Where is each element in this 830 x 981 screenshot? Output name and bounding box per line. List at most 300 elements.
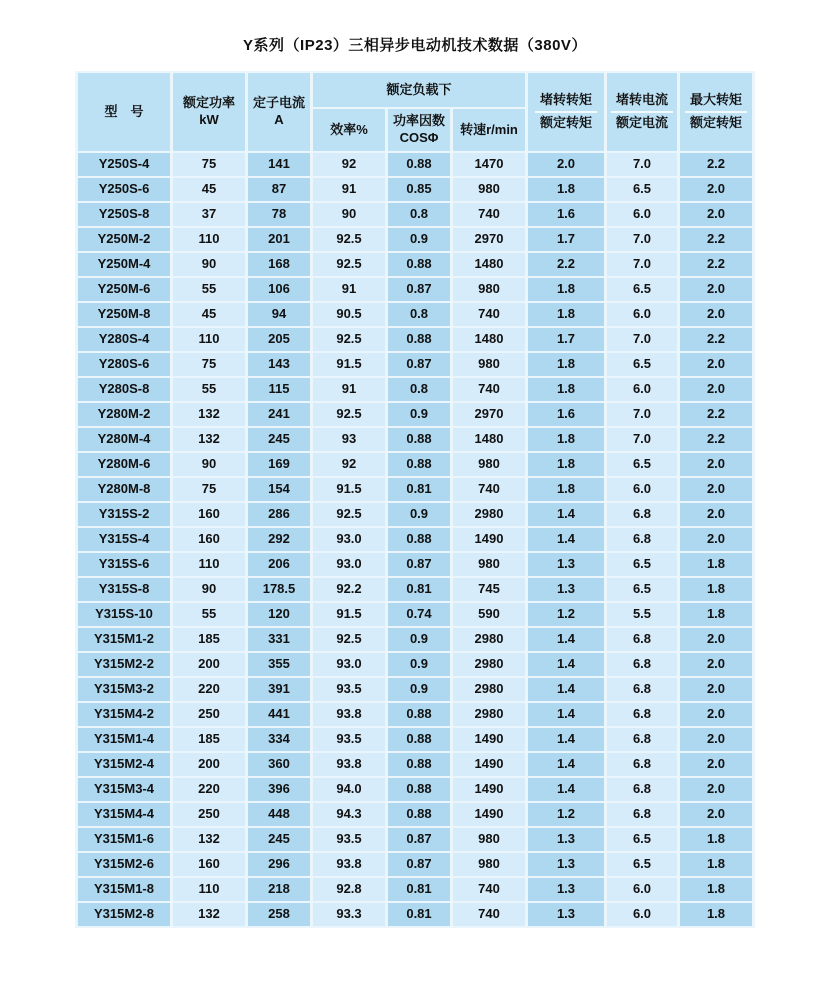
table-row [78, 178, 752, 201]
locked-torque-ratio-cell: 1.8 [528, 303, 604, 326]
table-row [78, 578, 752, 601]
efficiency-cell: 92 [313, 453, 385, 476]
max-torque-ratio-cell: 2.0 [680, 753, 752, 776]
speed-cell: 2970 [453, 228, 525, 251]
model-cell: Y315M1-2 [78, 628, 170, 651]
efficiency-cell: 90.5 [313, 303, 385, 326]
model-cell: Y280S-8 [78, 378, 170, 401]
rated-power-cell: 75 [173, 153, 245, 176]
model-cell: Y315M1-6 [78, 828, 170, 851]
stator-current-cell: 331 [248, 628, 310, 651]
col-header-power-factor [388, 109, 450, 151]
rated-power-cell: 200 [173, 653, 245, 676]
model-cell: Y280M-6 [78, 453, 170, 476]
rated-power-cell: 90 [173, 253, 245, 276]
table-row [78, 703, 752, 726]
table-row [78, 853, 752, 876]
locked-torque-ratio-cell: 1.2 [528, 803, 604, 826]
locked-torque-ratio-cell: 1.3 [528, 878, 604, 901]
speed-cell: 1490 [453, 528, 525, 551]
locked-torque-ratio-cell: 1.4 [528, 778, 604, 801]
model-cell: Y315S-4 [78, 528, 170, 551]
efficiency-cell: 92.5 [313, 403, 385, 426]
power-factor-cell: 0.88 [388, 528, 450, 551]
model-cell: Y315S-6 [78, 553, 170, 576]
fraction-bar [611, 111, 673, 113]
power-factor-cell: 0.85 [388, 178, 450, 201]
speed-cell: 1470 [453, 153, 525, 176]
speed-cell: 2980 [453, 503, 525, 526]
speed-cell: 740 [453, 878, 525, 901]
locked-torque-ratio-cell: 1.4 [528, 703, 604, 726]
locked-current-ratio-cell: 6.0 [607, 303, 677, 326]
locked-current-ratio-cell: 6.5 [607, 553, 677, 576]
power-factor-cell: 0.88 [388, 153, 450, 176]
locked-current-ratio-cell: 7.0 [607, 328, 677, 351]
max-torque-ratio-cell: 2.0 [680, 178, 752, 201]
model-cell: Y315S-8 [78, 578, 170, 601]
model-cell: Y315M4-4 [78, 803, 170, 826]
table-row [78, 453, 752, 476]
locked-current-numerator: 堵转电流 [615, 92, 668, 108]
max-torque-ratio-cell: 1.8 [680, 828, 752, 851]
max-torque-denominator: 额定转矩 [689, 115, 742, 130]
max-torque-ratio-cell: 2.0 [680, 203, 752, 226]
rated-power-cell: 45 [173, 303, 245, 326]
max-torque-ratio-cell: 2.0 [680, 803, 752, 826]
stator-current-cell: 141 [248, 153, 310, 176]
model-cell: Y315M2-8 [78, 903, 170, 926]
locked-torque-ratio-cell: 1.4 [528, 503, 604, 526]
table-row [78, 203, 752, 226]
locked-current-ratio-cell: 6.8 [607, 778, 677, 801]
power-factor-cell: 0.9 [388, 403, 450, 426]
efficiency-cell: 93.8 [313, 853, 385, 876]
locked-torque-denominator: 额定转矩 [539, 115, 592, 130]
model-cell: Y315S-10 [78, 603, 170, 626]
table-row [78, 628, 752, 651]
max-torque-ratio-cell: 2.0 [680, 653, 752, 676]
rated-power-cell: 250 [173, 803, 245, 826]
max-torque-ratio-cell: 1.8 [680, 553, 752, 576]
locked-torque-ratio-cell: 1.4 [528, 728, 604, 751]
locked-current-ratio-cell: 7.0 [607, 228, 677, 251]
efficiency-cell: 94.3 [313, 803, 385, 826]
power-factor-cell: 0.8 [388, 378, 450, 401]
speed-cell: 1490 [453, 753, 525, 776]
locked-current-ratio-cell: 6.8 [607, 728, 677, 751]
locked-torque-ratio-cell: 1.7 [528, 328, 604, 351]
locked-current-ratio-cell: 6.8 [607, 653, 677, 676]
stator-current-cell: 355 [248, 653, 310, 676]
efficiency-cell: 93.5 [313, 828, 385, 851]
col-header-locked-torque-ratio [528, 73, 604, 151]
rated-power-cell: 110 [173, 328, 245, 351]
efficiency-cell: 93.5 [313, 728, 385, 751]
speed-cell: 1490 [453, 803, 525, 826]
table-row [78, 253, 752, 276]
power-factor-line1: 功率因数 [392, 113, 445, 129]
stator-current-cell: 360 [248, 753, 310, 776]
max-torque-ratio-cell: 2.0 [680, 278, 752, 301]
efficiency-cell: 93.8 [313, 703, 385, 726]
max-torque-ratio-cell: 1.8 [680, 603, 752, 626]
stator-current-unit: A [274, 112, 284, 127]
page-title: Y系列（IP23）三相异步电动机技术数据（380V） [243, 37, 587, 54]
power-factor-cell: 0.88 [388, 328, 450, 351]
stator-current-cell: 205 [248, 328, 310, 351]
speed-cell: 980 [453, 853, 525, 876]
table-row [78, 678, 752, 701]
table-row [78, 403, 752, 426]
model-cell: Y250M-4 [78, 253, 170, 276]
power-factor-cell: 0.81 [388, 578, 450, 601]
power-factor-cell: 0.81 [388, 478, 450, 501]
efficiency-cell: 90 [313, 203, 385, 226]
max-torque-ratio-cell: 2.0 [680, 678, 752, 701]
model-cell: Y280S-6 [78, 353, 170, 376]
rated-power-cell: 55 [173, 378, 245, 401]
stator-current-cell: 334 [248, 728, 310, 751]
rated-power-unit: kW [199, 112, 219, 127]
locked-current-ratio-cell: 6.5 [607, 853, 677, 876]
efficiency-cell: 93.5 [313, 678, 385, 701]
locked-torque-ratio-cell: 1.8 [528, 453, 604, 476]
model-cell: Y250M-8 [78, 303, 170, 326]
power-factor-cell: 0.8 [388, 303, 450, 326]
locked-current-denominator: 额定电流 [615, 115, 668, 130]
max-torque-ratio-cell: 2.0 [680, 528, 752, 551]
efficiency-cell: 93.0 [313, 653, 385, 676]
power-factor-cell: 0.88 [388, 703, 450, 726]
stator-current-cell: 206 [248, 553, 310, 576]
table-row [78, 753, 752, 776]
locked-current-ratio-cell: 6.8 [607, 703, 677, 726]
table-row [78, 328, 752, 351]
power-factor-cell: 0.87 [388, 278, 450, 301]
rated-power-cell: 220 [173, 678, 245, 701]
power-factor-cell: 0.9 [388, 628, 450, 651]
motor-spec-table [75, 71, 755, 928]
table-row [78, 428, 752, 451]
spec-table-body [78, 153, 752, 926]
speed-cell: 1490 [453, 728, 525, 751]
stator-current-cell: 168 [248, 253, 310, 276]
efficiency-cell: 92.8 [313, 878, 385, 901]
efficiency-cell: 94.0 [313, 778, 385, 801]
power-factor-cell: 0.87 [388, 553, 450, 576]
locked-current-ratio-cell: 7.0 [607, 428, 677, 451]
rated-power-cell: 90 [173, 578, 245, 601]
model-cell: Y315M1-8 [78, 878, 170, 901]
locked-torque-ratio-cell: 1.8 [528, 428, 604, 451]
col-header-model: 型 号 [78, 73, 170, 151]
locked-current-ratio-cell: 6.0 [607, 478, 677, 501]
table-row [78, 228, 752, 251]
rated-power-cell: 55 [173, 278, 245, 301]
rated-power-cell: 250 [173, 703, 245, 726]
power-factor-cell: 0.87 [388, 353, 450, 376]
model-cell: Y280M-4 [78, 428, 170, 451]
speed-cell: 740 [453, 478, 525, 501]
power-factor-cell: 0.9 [388, 228, 450, 251]
speed-cell: 1490 [453, 778, 525, 801]
model-cell: Y315M3-2 [78, 678, 170, 701]
stator-current-cell: 441 [248, 703, 310, 726]
stator-current-cell: 94 [248, 303, 310, 326]
power-factor-cell: 0.88 [388, 728, 450, 751]
rated-power-cell: 160 [173, 853, 245, 876]
model-cell: Y315M1-4 [78, 728, 170, 751]
stator-current-cell: 245 [248, 828, 310, 851]
model-cell: Y315M3-4 [78, 778, 170, 801]
locked-torque-ratio-cell: 1.8 [528, 378, 604, 401]
locked-current-ratio-cell: 6.5 [607, 578, 677, 601]
model-cell: Y280M-2 [78, 403, 170, 426]
fraction-bar [685, 111, 747, 113]
power-factor-cell: 0.74 [388, 603, 450, 626]
stator-current-cell: 78 [248, 203, 310, 226]
max-torque-numerator: 最大转矩 [689, 92, 742, 108]
max-torque-ratio-cell: 1.8 [680, 578, 752, 601]
locked-torque-ratio-cell: 1.2 [528, 603, 604, 626]
table-row [78, 278, 752, 301]
locked-torque-ratio-cell: 1.8 [528, 353, 604, 376]
rated-power-cell: 132 [173, 828, 245, 851]
locked-torque-ratio-cell: 1.4 [528, 678, 604, 701]
power-factor-cell: 0.81 [388, 903, 450, 926]
speed-cell: 740 [453, 378, 525, 401]
rated-power-cell: 75 [173, 353, 245, 376]
locked-torque-ratio-cell: 2.2 [528, 253, 604, 276]
rated-power-cell: 132 [173, 903, 245, 926]
efficiency-cell: 92 [313, 153, 385, 176]
speed-cell: 1480 [453, 328, 525, 351]
rated-power-label: 额定功率 [182, 95, 235, 111]
model-cell: Y315M2-6 [78, 853, 170, 876]
max-torque-ratio-cell: 2.2 [680, 328, 752, 351]
stator-current-cell: 106 [248, 278, 310, 301]
locked-current-ratio-cell: 6.0 [607, 878, 677, 901]
max-torque-ratio-cell: 2.2 [680, 428, 752, 451]
locked-current-ratio-cell: 7.0 [607, 253, 677, 276]
stator-current-cell: 201 [248, 228, 310, 251]
table-row [78, 828, 752, 851]
efficiency-cell: 92.5 [313, 253, 385, 276]
locked-torque-ratio-cell: 1.4 [528, 528, 604, 551]
model-cell: Y315M4-2 [78, 703, 170, 726]
max-torque-ratio-cell: 2.0 [680, 353, 752, 376]
max-torque-ratio-cell: 2.0 [680, 703, 752, 726]
efficiency-cell: 93 [313, 428, 385, 451]
rated-power-cell: 55 [173, 603, 245, 626]
locked-torque-ratio-cell: 1.6 [528, 203, 604, 226]
speed-cell: 980 [453, 353, 525, 376]
rated-power-cell: 220 [173, 778, 245, 801]
locked-torque-ratio-cell: 1.3 [528, 578, 604, 601]
rated-power-cell: 132 [173, 403, 245, 426]
locked-current-ratio-cell: 6.5 [607, 828, 677, 851]
rated-power-cell: 110 [173, 228, 245, 251]
stator-current-cell: 292 [248, 528, 310, 551]
locked-current-ratio-cell: 6.5 [607, 453, 677, 476]
efficiency-cell: 91 [313, 278, 385, 301]
locked-current-ratio-cell: 5.5 [607, 603, 677, 626]
locked-torque-ratio-cell: 1.4 [528, 628, 604, 651]
speed-cell: 740 [453, 303, 525, 326]
stator-current-cell: 296 [248, 853, 310, 876]
locked-current-ratio-cell: 6.8 [607, 628, 677, 651]
speed-cell: 980 [453, 553, 525, 576]
speed-cell: 2980 [453, 653, 525, 676]
locked-current-ratio-cell: 6.0 [607, 378, 677, 401]
table-row [78, 353, 752, 376]
stator-current-label: 定子电流 [252, 95, 305, 111]
rated-power-cell: 160 [173, 528, 245, 551]
max-torque-ratio-cell: 2.0 [680, 503, 752, 526]
power-factor-cell: 0.81 [388, 878, 450, 901]
locked-torque-ratio-cell: 1.3 [528, 903, 604, 926]
locked-current-ratio-cell: 6.5 [607, 178, 677, 201]
table-row [78, 653, 752, 676]
max-torque-ratio-cell: 2.0 [680, 478, 752, 501]
efficiency-cell: 92.5 [313, 328, 385, 351]
locked-torque-ratio-cell: 1.8 [528, 178, 604, 201]
locked-torque-ratio-cell: 1.4 [528, 753, 604, 776]
stator-current-cell: 154 [248, 478, 310, 501]
locked-current-ratio-cell: 7.0 [607, 153, 677, 176]
locked-torque-ratio-cell: 1.7 [528, 228, 604, 251]
table-row [78, 553, 752, 576]
table-row [78, 803, 752, 826]
locked-torque-ratio-cell: 1.3 [528, 553, 604, 576]
speed-cell: 745 [453, 578, 525, 601]
model-cell: Y315M2-4 [78, 753, 170, 776]
efficiency-cell: 91 [313, 178, 385, 201]
rated-power-cell: 185 [173, 628, 245, 651]
max-torque-ratio-cell: 2.2 [680, 253, 752, 276]
power-factor-cell: 0.9 [388, 678, 450, 701]
stator-current-cell: 143 [248, 353, 310, 376]
model-cell: Y315M2-2 [78, 653, 170, 676]
table-row [78, 778, 752, 801]
stator-current-cell: 241 [248, 403, 310, 426]
locked-current-ratio-cell: 7.0 [607, 403, 677, 426]
col-header-efficiency: 效率% [313, 109, 385, 151]
speed-cell: 740 [453, 903, 525, 926]
col-header-stator-current [248, 73, 310, 151]
locked-current-ratio-cell: 6.0 [607, 203, 677, 226]
power-factor-cell: 0.9 [388, 503, 450, 526]
col-header-locked-current-ratio [607, 73, 677, 151]
rated-power-cell: 200 [173, 753, 245, 776]
model-cell: Y250S-8 [78, 203, 170, 226]
power-factor-cell: 0.88 [388, 778, 450, 801]
speed-cell: 2980 [453, 678, 525, 701]
efficiency-cell: 91.5 [313, 353, 385, 376]
rated-power-cell: 45 [173, 178, 245, 201]
stator-current-cell: 286 [248, 503, 310, 526]
max-torque-ratio-cell: 2.0 [680, 778, 752, 801]
speed-cell: 1480 [453, 428, 525, 451]
locked-current-ratio-cell: 6.8 [607, 753, 677, 776]
max-torque-ratio-cell: 1.8 [680, 878, 752, 901]
max-torque-ratio-cell: 2.2 [680, 228, 752, 251]
table-row [78, 603, 752, 626]
table-row [78, 378, 752, 401]
efficiency-cell: 93.8 [313, 753, 385, 776]
max-torque-ratio-cell: 1.8 [680, 853, 752, 876]
table-row [78, 528, 752, 551]
max-torque-ratio-cell: 2.0 [680, 303, 752, 326]
locked-current-ratio-cell: 6.8 [607, 503, 677, 526]
rated-power-cell: 160 [173, 503, 245, 526]
stator-current-cell: 218 [248, 878, 310, 901]
power-factor-cell: 0.9 [388, 653, 450, 676]
rated-power-cell: 110 [173, 553, 245, 576]
speed-cell: 740 [453, 203, 525, 226]
speed-cell: 2980 [453, 628, 525, 651]
locked-torque-ratio-cell: 1.3 [528, 828, 604, 851]
speed-cell: 2970 [453, 403, 525, 426]
model-cell: Y250S-4 [78, 153, 170, 176]
efficiency-cell: 91.5 [313, 478, 385, 501]
model-cell: Y315S-2 [78, 503, 170, 526]
power-factor-cell: 0.8 [388, 203, 450, 226]
stator-current-cell: 245 [248, 428, 310, 451]
table-row [78, 903, 752, 926]
model-cell: Y250M-6 [78, 278, 170, 301]
table-row [78, 728, 752, 751]
efficiency-cell: 93.3 [313, 903, 385, 926]
efficiency-cell: 91 [313, 378, 385, 401]
stator-current-cell: 391 [248, 678, 310, 701]
max-torque-ratio-cell: 2.0 [680, 628, 752, 651]
stator-current-cell: 169 [248, 453, 310, 476]
power-factor-cell: 0.88 [388, 428, 450, 451]
table-row [78, 153, 752, 176]
rated-power-cell: 185 [173, 728, 245, 751]
stator-current-cell: 396 [248, 778, 310, 801]
power-factor-line2: COSΦ [399, 130, 439, 145]
locked-current-ratio-cell: 6.8 [607, 528, 677, 551]
locked-current-ratio-cell: 6.5 [607, 353, 677, 376]
stator-current-cell: 178.5 [248, 578, 310, 601]
efficiency-cell: 92.2 [313, 578, 385, 601]
rated-power-cell: 132 [173, 428, 245, 451]
max-torque-ratio-cell: 2.2 [680, 153, 752, 176]
efficiency-cell: 93.0 [313, 553, 385, 576]
locked-current-ratio-cell: 6.8 [607, 803, 677, 826]
locked-current-ratio-cell: 6.0 [607, 903, 677, 926]
rated-power-cell: 75 [173, 478, 245, 501]
rated-power-cell: 90 [173, 453, 245, 476]
locked-torque-ratio-cell: 1.3 [528, 853, 604, 876]
speed-cell: 980 [453, 453, 525, 476]
speed-cell: 590 [453, 603, 525, 626]
locked-torque-numerator: 堵转转矩 [539, 92, 592, 108]
power-factor-cell: 0.87 [388, 853, 450, 876]
efficiency-cell: 92.5 [313, 628, 385, 651]
table-row [78, 303, 752, 326]
efficiency-cell: 91.5 [313, 603, 385, 626]
stator-current-cell: 258 [248, 903, 310, 926]
speed-cell: 2980 [453, 703, 525, 726]
locked-torque-ratio-cell: 1.4 [528, 653, 604, 676]
max-torque-ratio-cell: 2.0 [680, 728, 752, 751]
rated-power-cell: 110 [173, 878, 245, 901]
max-torque-ratio-cell: 1.8 [680, 903, 752, 926]
